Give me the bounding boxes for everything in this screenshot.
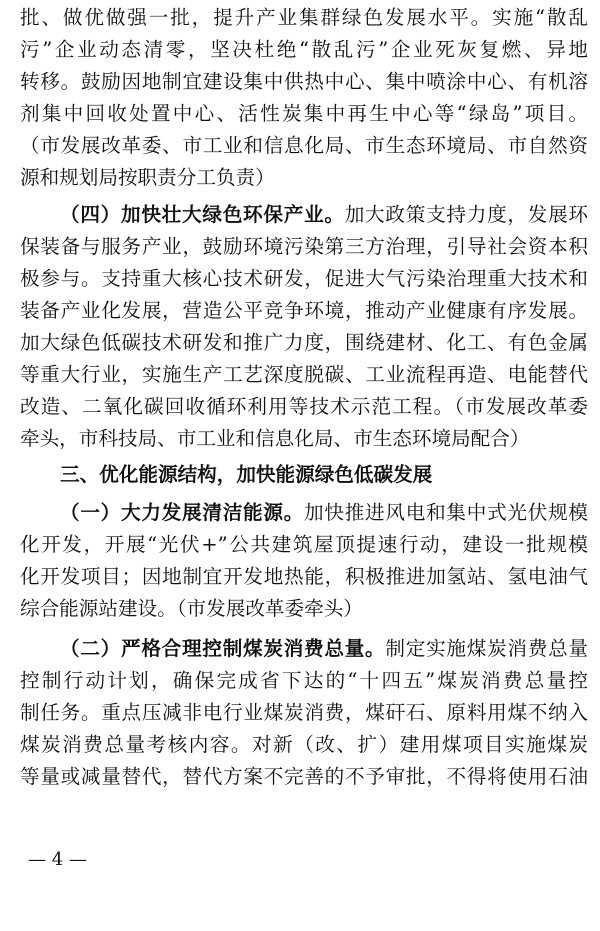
text-line: （市发展改革委、市工业和信息化局、市生态环境局、市自然资 bbox=[20, 134, 588, 157]
text-line: 等重大行业，实施生产工艺深度脱碳、工业流程再造、电能替代 bbox=[20, 363, 588, 386]
text-line: 等量或减量替代，替代方案不完善的不予审批，不得将使用石油 bbox=[20, 765, 588, 788]
text-line: 改造、二氧化碳回收循环利用等技术示范工程。（市发展改革委 bbox=[20, 395, 588, 418]
section-text: 制定实施煤炭消费总量 bbox=[385, 637, 588, 660]
section-lead: （一）大力发展清洁能源。 bbox=[60, 501, 305, 524]
text-line: 保装备与服务产业，鼓励环境污染第三方治理，引导社会资本积 bbox=[20, 235, 588, 258]
text-line: 牵头，市科技局、市工业和信息化局、市生态环境局配合） bbox=[20, 427, 530, 450]
text-line: 转移。鼓励因地制宜建设集中供热中心、集中喷涂中心、有机溶 bbox=[20, 70, 588, 93]
section-text: 加大政策支持力度，发展环 bbox=[344, 203, 588, 226]
section-text: 加快推进风电和集中式光伏规模 bbox=[304, 501, 588, 524]
section-lead: （四）加快壮大绿色环保产业。 bbox=[60, 203, 345, 226]
text-line: 剂集中回收处置中心、活性炭集中再生中心等“绿岛”项目。 bbox=[20, 102, 588, 125]
page-number: — 4 — bbox=[28, 849, 87, 870]
section-heading: 三、优化能源结构，加快能源绿色低碳发展 bbox=[60, 463, 433, 486]
section-lead: （二）严格合理控制煤炭消费总量。 bbox=[60, 637, 386, 660]
text-line: 化开发项目；因地制宜开发地热能，积极推进加氢站、氢电油气 bbox=[20, 565, 588, 588]
text-line: 综合能源站建设。（市发展改革委牵头） bbox=[20, 597, 363, 620]
text-line: 源和规划局按职责分工负责） bbox=[20, 166, 275, 189]
text-line: 化开发，开展“光伏+”公共建筑屋顶提速行动，建设一批规模 bbox=[20, 533, 588, 556]
text-line: 装备产业化发展，营造公平竞争环境，推动产业健康有序发展。 bbox=[20, 299, 588, 322]
text-line: 控制行动计划，确保完成省下达的“十四五”煤炭消费总量控 bbox=[20, 669, 588, 692]
text-line: 煤炭消费总量考核内容。对新（改、扩）建用煤项目实施煤炭 bbox=[20, 733, 588, 756]
paragraph-first-line bbox=[60, 199, 588, 231]
paragraph-first-line bbox=[60, 497, 588, 529]
text-line: 批、做优做强一批，提升产业集群绿色发展水平。实施“散乱 bbox=[20, 6, 588, 29]
text-line: 极参与。支持重大核心技术研发，促进大气污染治理重大技术和 bbox=[20, 267, 588, 290]
text-line: 加大绿色低碳技术研发和推广力度，围绕建材、化工、有色金属 bbox=[20, 331, 588, 354]
text-line: 污”企业动态清零，坚决杜绝“散乱污”企业死灰复燃、异地 bbox=[20, 38, 588, 61]
paragraph-first-line bbox=[60, 633, 588, 665]
text-line: 制任务。重点压减非电行业煤炭消费，煤矸石、原料用煤不纳入 bbox=[20, 701, 588, 724]
